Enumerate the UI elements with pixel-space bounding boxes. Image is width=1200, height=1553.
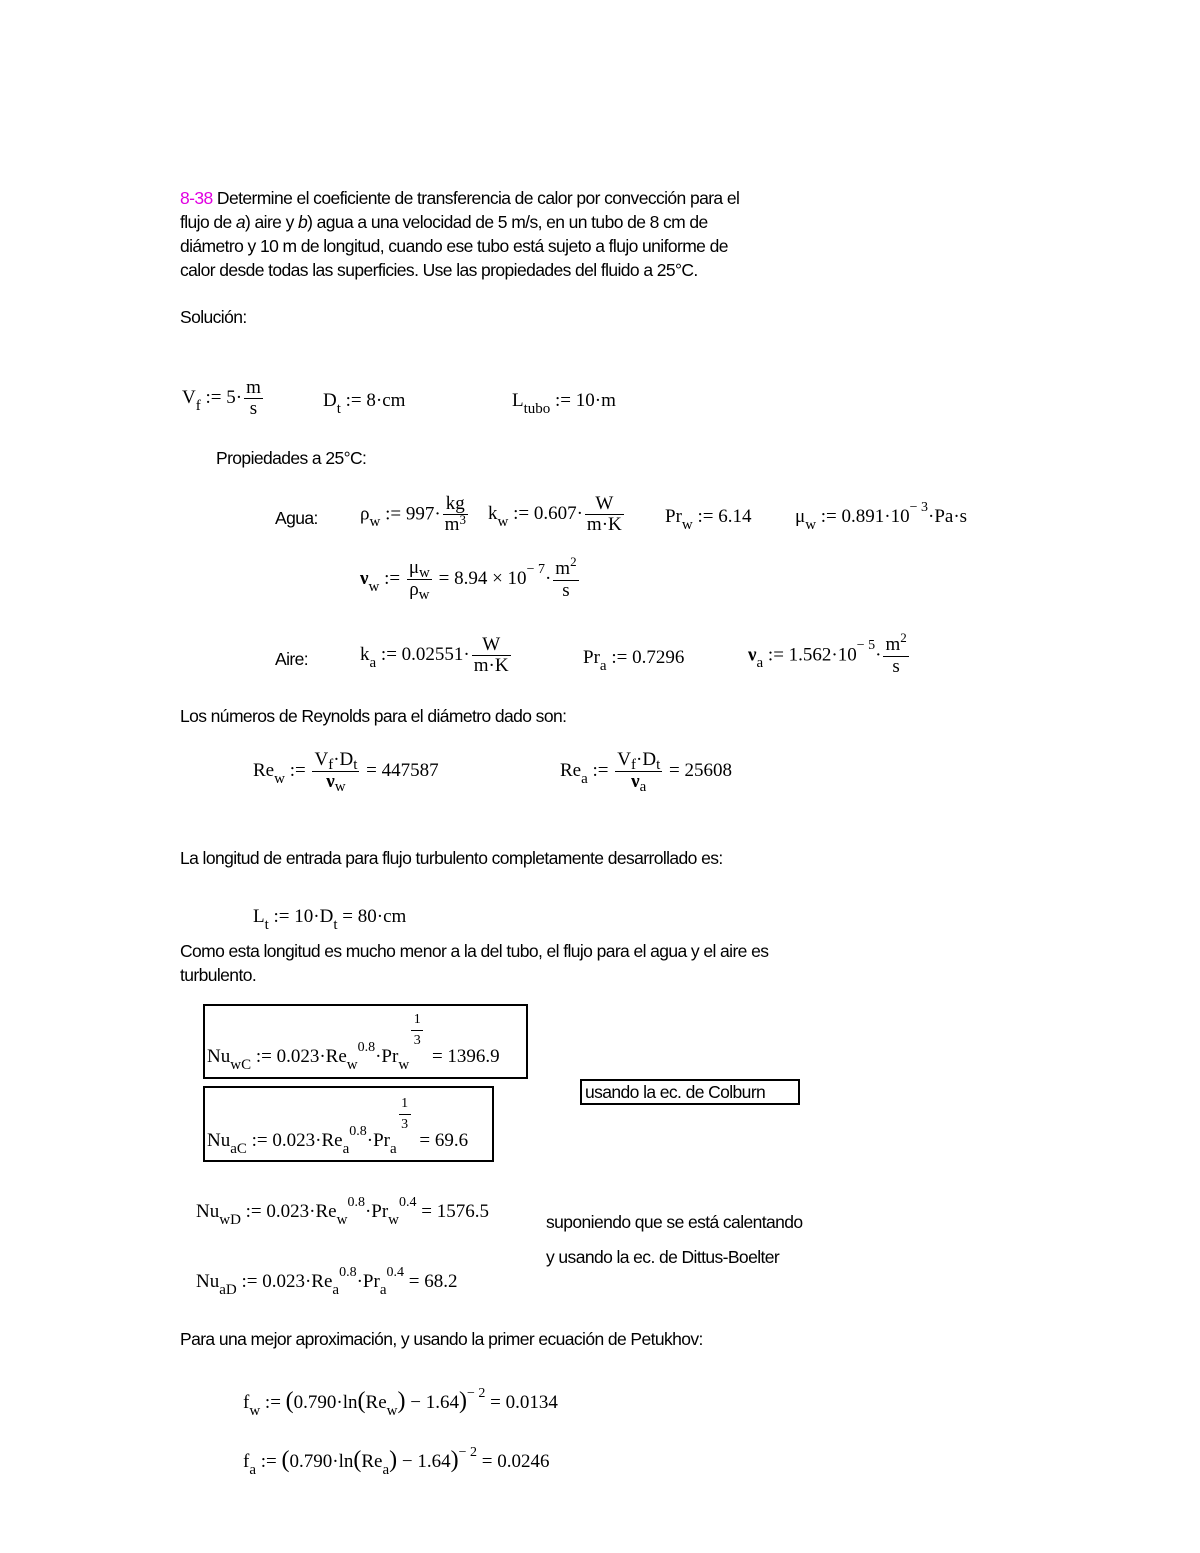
value: 0.7296 — [632, 647, 685, 668]
petukhov-label: Para una mejor aproximación, y usando la primer ecuación de Petukhov: — [180, 1329, 703, 1349]
unit: m — [601, 390, 616, 411]
unit: m — [885, 634, 901, 655]
unit: cm — [382, 390, 406, 411]
unit: m — [444, 514, 460, 535]
unit: s — [562, 579, 570, 601]
reynolds-air: $Re_a$ := $\frac{V_f\cdot D_t}{\nu_a}$ = 25608 — [560, 749, 732, 795]
unit: m·K — [586, 514, 622, 535]
unit: m — [555, 557, 571, 579]
water-viscosity: $\mu_w$ := $0.891\cdot 10^{- 3}\cdot Pa\cdot s$ — [795, 500, 968, 533]
value: 0.607 — [533, 502, 577, 524]
reynolds-water: $Re_w$ := $\frac{V_f\cdot D_t}{\nu_w}$ = 447587 — [253, 749, 439, 795]
given-diameter: $D_t$ := 8·cm — [323, 390, 406, 417]
unit: W — [472, 635, 511, 656]
solution-label: Solución: — [180, 307, 247, 327]
water-label: Agua: — [275, 508, 318, 528]
unit: s — [249, 398, 258, 419]
turbulent-line-1: Como esta longitud es mucho menor a la del tubo, el flujo para el agua y el aire es — [180, 941, 769, 961]
value: 0.023 — [262, 1271, 305, 1292]
exponent-fraction: $\frac{1}{3}$ — [397, 1136, 415, 1146]
water-kinematic-viscosity: $\nu_w$ := $\frac{\mu_w}{\rho_w}$ = $8.94 \times 10^{- 7}\cdot$ $\frac{m^2}{s}$ — [360, 553, 577, 603]
exponent: − 7 — [526, 561, 545, 577]
value: 5 — [226, 386, 236, 408]
value: 0.790 — [289, 1451, 333, 1472]
entry-length-formula: $L_t$ := $10\cdot D_t = 80\cdot cm$ — [253, 906, 407, 933]
nusselt-air-colburn: $Nu_{aC}$ := $0.023\cdot Re_a^{0.8}\cdot Pr_a$ $\frac{1}{3}$ = 69.6 — [207, 1096, 469, 1157]
unit: m — [246, 377, 261, 398]
value: 25608 — [684, 759, 732, 781]
exponent: 0.8 — [339, 1265, 357, 1280]
problem-text: flujo de — [180, 212, 236, 232]
value: 1.562 — [788, 644, 832, 666]
air-label: Aire: — [275, 649, 308, 669]
value: 80 — [357, 906, 377, 927]
exponent: − 2 — [458, 1445, 478, 1460]
value: 1.64 — [417, 1451, 451, 1472]
nusselt-water-dittus: $Nu_{wD}$ := $0.023\cdot Re_w^{0.8}\cdot Pr_w^{0.4} = 1576.5$ — [196, 1195, 489, 1228]
value: 0.02551 — [401, 643, 464, 665]
value: 1396.9 — [447, 1046, 500, 1067]
dittus-note-1: suponiendo que se está calentando — [546, 1212, 803, 1232]
value: 0.790 — [293, 1392, 337, 1413]
value: 68.2 — [424, 1271, 458, 1292]
friction-air: $f_a$ := $(0.790\cdot\ln(Re_a) - 1.64)^{- 2} = 0.0246$ — [243, 1445, 550, 1478]
exponent: 0.8 — [357, 1040, 376, 1055]
value: 69.6 — [434, 1130, 469, 1151]
problem-text-italic: b — [298, 212, 308, 232]
value: 0.891 — [841, 506, 885, 527]
colburn-note: usando la ec. de Colburn — [585, 1082, 766, 1102]
value: 10 — [575, 390, 595, 411]
value: 0.023 — [266, 1201, 310, 1222]
problem-text: Determine el coeficiente de transferencia de calor por convección para el — [216, 188, 740, 208]
air-kinematic-viscosity: $\nu_a$ := $1.562\cdot 10^{- 5}\cdot$ $\frac{m^2}{s}$ — [748, 630, 907, 677]
exponent: 0.8 — [349, 1124, 367, 1139]
value: 447587 — [381, 759, 439, 781]
nusselt-water-colburn: $Nu_{wC}$ := $0.023\cdot Re_w^{0.8}\cdot Pr_w$ $\frac{1}{3}$ = 1396.9 — [207, 1012, 500, 1073]
exponent: 0.4 — [386, 1265, 404, 1280]
entry-length-label: La longitud de entrada para flujo turbulento completamente desarrollado es: — [180, 848, 723, 868]
value: 0.023 — [272, 1130, 316, 1151]
nusselt-air-dittus: $Nu_{aD}$ := $0.023\cdot Re_a^{0.8}\cdot Pr_a^{0.4} = 68.2$ — [196, 1265, 458, 1298]
value: 8 — [366, 390, 376, 411]
problem-text: ) aire y — [245, 212, 298, 232]
value: 10 — [294, 906, 314, 927]
unit: Pa·s — [934, 506, 968, 527]
unit: s — [892, 656, 900, 677]
reynolds-label: Los números de Reynolds para el diámetro dado son: — [180, 706, 567, 726]
value: 1576.5 — [436, 1201, 489, 1222]
exponent: 0.4 — [399, 1195, 417, 1210]
unit: cm — [383, 906, 407, 927]
exponent-fraction: $\frac{1}{3}$ — [409, 1052, 427, 1062]
value: 1.64 — [425, 1392, 459, 1413]
water-prandtl: $Pr_w$ := 6.14 — [665, 506, 752, 533]
exponent: − 5 — [856, 638, 876, 654]
exponent: − 3 — [909, 500, 929, 515]
value: 6.14 — [718, 506, 752, 527]
properties-label: Propiedades a 25°C: — [216, 448, 367, 468]
friction-water: $f_w$ := $(0.790\cdot\ln(Re_w) - 1.64)^{- 2} = 0.0134$ — [243, 1386, 558, 1419]
unit: m·K — [473, 655, 509, 676]
turbulent-line-2: turbulento. — [180, 965, 257, 985]
value: 0.023 — [276, 1046, 320, 1067]
air-conductivity: $k_a$ := 0.02551· $\frac{W}{m\cdot K}$ — [360, 634, 509, 676]
value: 8.94 — [454, 567, 488, 589]
value: 0.0134 — [505, 1392, 558, 1413]
value: 0.0246 — [497, 1451, 550, 1472]
problem-line-1 — [180, 186, 739, 210]
value: 997 — [405, 503, 435, 525]
problem-number: 8-38 — [180, 188, 213, 208]
problem-line-2 — [180, 210, 708, 234]
problem-line-4: calor desde todas las superficies. Use las propiedades del fluido a 25°C. — [180, 260, 698, 280]
problem-text-italic: a — [235, 212, 246, 232]
water-conductivity: $k_w$ := 0.607· $\frac{W}{m\cdot K}$ — [488, 493, 622, 535]
problem-line-3: diámetro y 10 m de longitud, cuando ese tubo está sujeto a flujo uniforme de — [180, 236, 728, 256]
exponent: − 2 — [466, 1386, 486, 1401]
dittus-note-2: y usando la ec. de Dittus-Boelter — [546, 1247, 780, 1267]
problem-text: ) agua a una velocidad de 5 m/s, en un tubo de 8 cm de — [307, 212, 708, 232]
air-prandtl: $Pr_a$ := 0.7296 — [583, 647, 685, 674]
given-velocity: $V_f$ := 5· $\frac{m}{s}$ — [182, 377, 261, 419]
unit: W — [585, 494, 624, 515]
given-length: $L_{tubo}$ := 10·m — [512, 390, 616, 417]
water-density: $\rho_w$ := 997· $\frac{kg}{m^3}$ — [360, 493, 466, 535]
exponent: 0.8 — [347, 1195, 365, 1210]
unit: kg — [443, 494, 468, 515]
